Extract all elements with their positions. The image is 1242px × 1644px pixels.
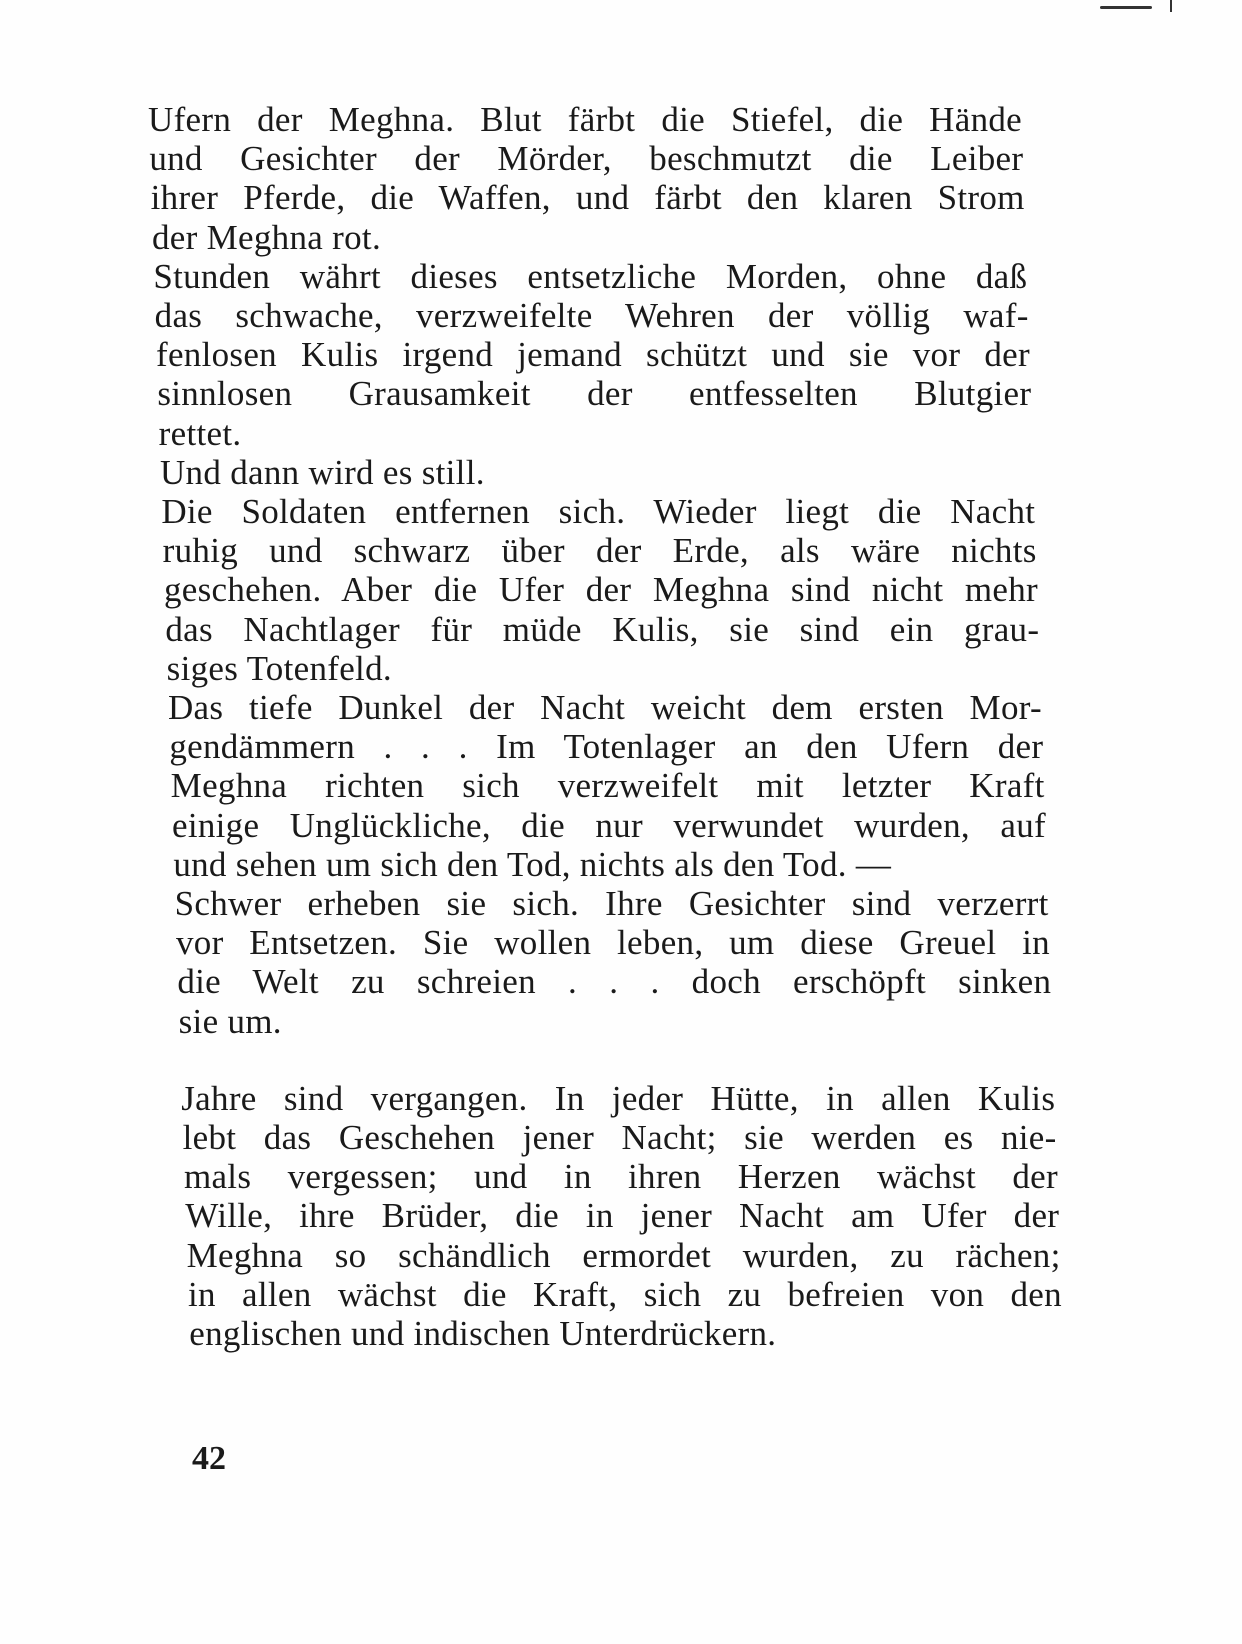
text-line: sinnlosen Grausamkeit der entfesselten Blutgier <box>157 374 1032 414</box>
text-line: fenlosen Kulis irgend jemand schützt und sie vor der <box>155 335 1030 375</box>
text-line: Und dann wird es still. <box>159 452 485 492</box>
scan-artifact <box>1100 6 1152 9</box>
text-line: Jahre sind vergangen. In jeder Hütte, in allen Kulis <box>181 1078 1056 1118</box>
text-line: einige Unglückliche, die nur verwundet wurden, auf <box>171 805 1046 845</box>
text-line: Die Soldaten entfernen sich. Wieder liegt die Nacht <box>161 492 1036 531</box>
text-line: rettet. <box>158 413 242 453</box>
text-line: Meghna richten sich verzweifelt mit letzter Kraft <box>170 766 1045 806</box>
text-line: Meghna so schändlich ermordet wurden, zu rächen; <box>186 1235 1061 1275</box>
text-line: mals vergessen; und in ihren Herzen wächst der <box>183 1157 1058 1197</box>
text-line: das schwache, verzweifelte Wehren der völlig waf- <box>154 296 1029 335</box>
text-line: Stunden währt dieses entsetzliche Morden, ohne daß <box>153 256 1028 296</box>
text-line: Ufern der Meghna. Blut färbt die Stiefel, die Hände <box>148 100 1022 139</box>
text-line: gendämmern . . . Im Totenlager an den Ufern der <box>169 727 1044 767</box>
text-line: siges Totenfeld. <box>166 648 392 688</box>
text-line: Schwer erheben sie sich. Ihre Gesichter sind verzerrt <box>174 884 1049 923</box>
page-number: 42 <box>192 1440 226 1477</box>
text-line: sie um. <box>178 1001 282 1041</box>
text-line: Das tiefe Dunkel der Nacht weicht dem ersten Mor- <box>167 688 1042 727</box>
text-line: in allen wächst die Kraft, sich zu befreien von den <box>187 1274 1062 1314</box>
text-line: die Welt zu schreien . . . doch erschöpft sinken <box>177 962 1052 1002</box>
text-line: Wille, ihre Brüder, die in jener Nacht am Ufer der <box>185 1196 1060 1236</box>
text-line: lebt das Geschehen jener Nacht; sie werden es nie- <box>182 1118 1057 1157</box>
text-line: ihrer Pferde, die Waffen, und färbt den klaren Strom <box>150 178 1025 218</box>
text-line: ruhig und schwarz über der Erde, als wäre nichts <box>162 531 1037 571</box>
text-line: das Nachtlager für müde Kulis, sie sind ein grau- <box>165 609 1040 649</box>
text-line: englischen und indischen Unterdrückern. <box>189 1314 777 1353</box>
text-line: geschehen. Aber die Ufer der Meghna sind nicht mehr <box>163 570 1038 610</box>
text-line: und Gesichter der Mörder, beschmutzt die Leiber <box>149 139 1024 179</box>
text-line: und sehen um sich den Tod, nichts als den Tod. — <box>173 844 892 884</box>
text-line: der Meghna rot. <box>151 217 381 257</box>
text-line: vor Entsetzen. Sie wollen leben, um diese Greuel in <box>175 923 1050 963</box>
scan-artifact <box>1170 0 1172 12</box>
